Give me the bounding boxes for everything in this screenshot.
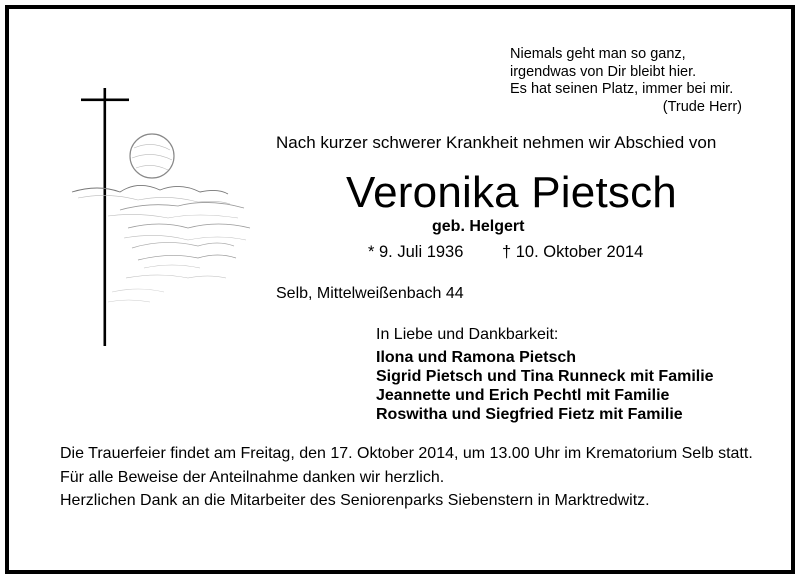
poem-line: Niemals geht man so ganz, xyxy=(510,46,686,62)
address: Selb, Mittelweißenbach 44 xyxy=(276,285,464,302)
list-item: Jeannette und Erich Pechtl mit Familie xyxy=(376,387,670,404)
footer xyxy=(60,444,760,515)
funeral-info: Die Trauerfeier findet am Freitag, den 17. Oktober 2014, um 13.00 Uhr im Krematorium Selb statt. xyxy=(60,445,753,462)
poem-line: irgendwas von Dir bleibt hier. xyxy=(510,63,697,80)
deceased-name: Veronika Pietsch xyxy=(346,168,677,217)
list-item: Ilona und Ramona Pietsch xyxy=(376,349,577,366)
poem xyxy=(510,46,742,116)
thanks-text: Für alle Beweise der Anteilnahme danken wir herzlich. xyxy=(60,468,445,486)
mourners-list xyxy=(376,348,714,424)
staff-thanks-text: Herzlichen Dank an die Mitarbeiter des Seniorenparks Siebenstern in Marktredwitz. xyxy=(60,492,650,509)
list-item: Sigrid Pietsch und Tina Runneck mit Familie xyxy=(376,368,714,385)
maiden-name: geb. Helgert xyxy=(432,218,525,235)
death-date: † 10. Oktober 2014 xyxy=(502,243,644,261)
cross-icon xyxy=(81,88,129,346)
mourners-heading: In Liebe und Dankbarkeit: xyxy=(376,326,559,343)
poem-author: (Trude Herr) xyxy=(662,98,742,115)
birth-date: * 9. Juli 1936 xyxy=(368,243,464,261)
sun-landscape-icon xyxy=(68,88,258,348)
intro-text: Nach kurzer schwerer Krankheit nehmen wir Abschied von xyxy=(276,133,717,152)
poem-line: Es hat seinen Platz, immer bei mir. xyxy=(510,81,734,97)
list-item: Roswitha und Siegfried Fietz mit Familie xyxy=(376,406,683,423)
